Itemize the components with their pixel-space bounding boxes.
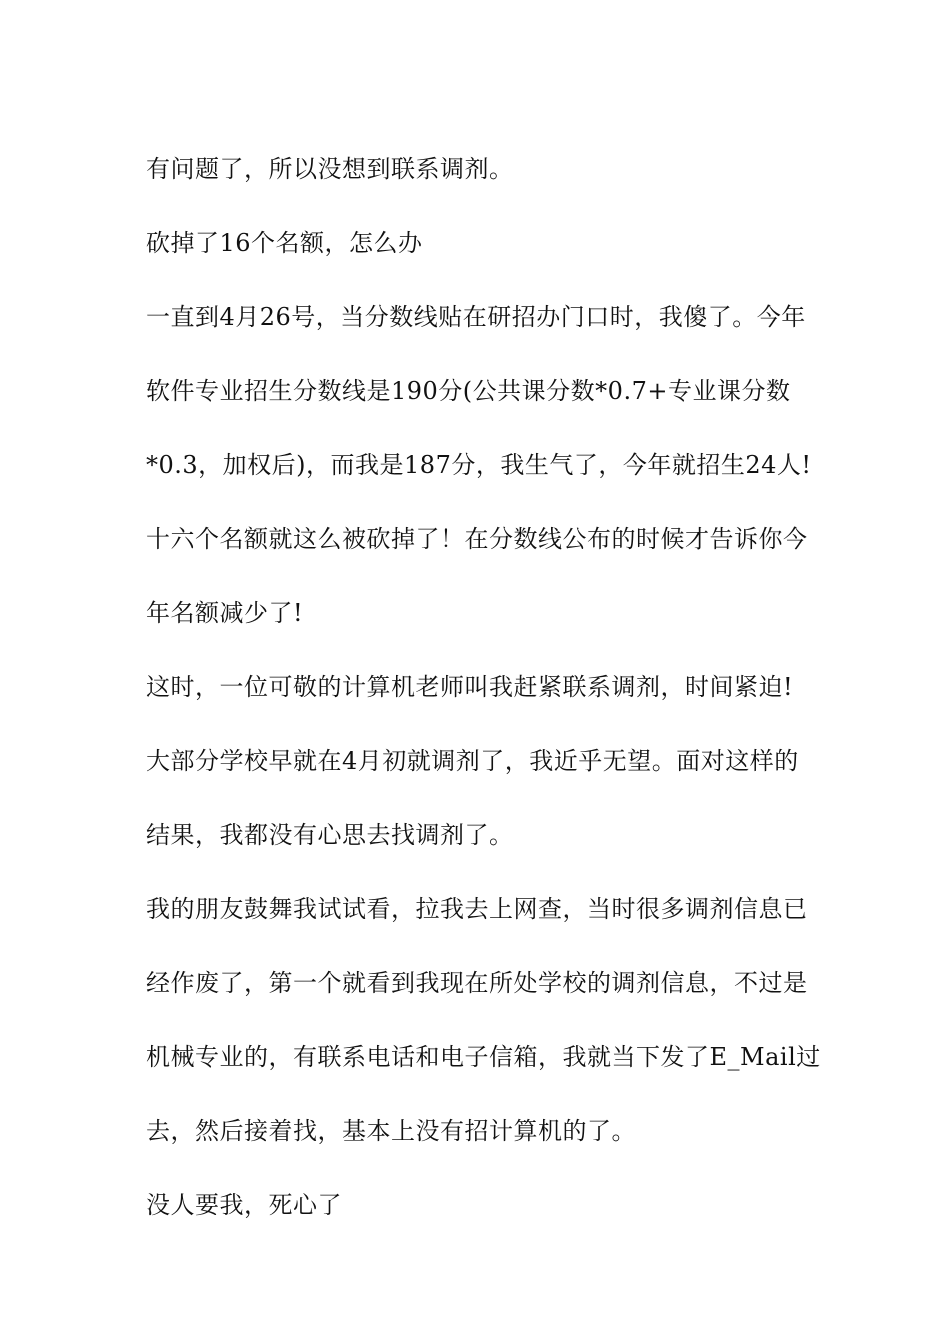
text-line: 十六个名额就这么被砍掉了！在分数线公布的时候才告诉你今: [146, 525, 808, 553]
text-line: 年名额减少了!: [146, 599, 304, 627]
document-body: [146, 132, 826, 1242]
text-line: 机械专业的，有联系电话和电子信箱，我就当下发了E_Mail过: [146, 1043, 821, 1071]
section-heading: 砍掉了16个名额，怎么办: [146, 229, 423, 257]
text-line: 有问题了，所以没想到联系调剂。: [146, 155, 514, 183]
text-line: 软件专业招生分数线是190分(公共课分数*0.7+专业课分数: [146, 377, 791, 405]
text-line: *0.3，加权后)，而我是187分，我生气了，今年就招生24人!: [146, 451, 812, 479]
text-line: 一直到4月26号，当分数线贴在研招办门口时，我傻了。今年: [146, 303, 806, 331]
text-line: 这时，一位可敬的计算机老师叫我赶紧联系调剂，时间紧迫!: [146, 673, 794, 701]
text-line: 大部分学校早就在4月初就调剂了，我近乎无望。面对这样的: [146, 747, 799, 775]
text-line: 经作废了，第一个就看到我现在所处学校的调剂信息，不过是: [146, 969, 808, 997]
text-line: 结果，我都没有心思去找调剂了。: [146, 821, 514, 849]
text-line: 我的朋友鼓舞我试试看，拉我去上网查，当时很多调剂信息已: [146, 895, 808, 923]
text-line: 去，然后接着找，基本上没有招计算机的了。: [146, 1117, 636, 1145]
section-heading: 没人要我，死心了: [146, 1191, 342, 1219]
